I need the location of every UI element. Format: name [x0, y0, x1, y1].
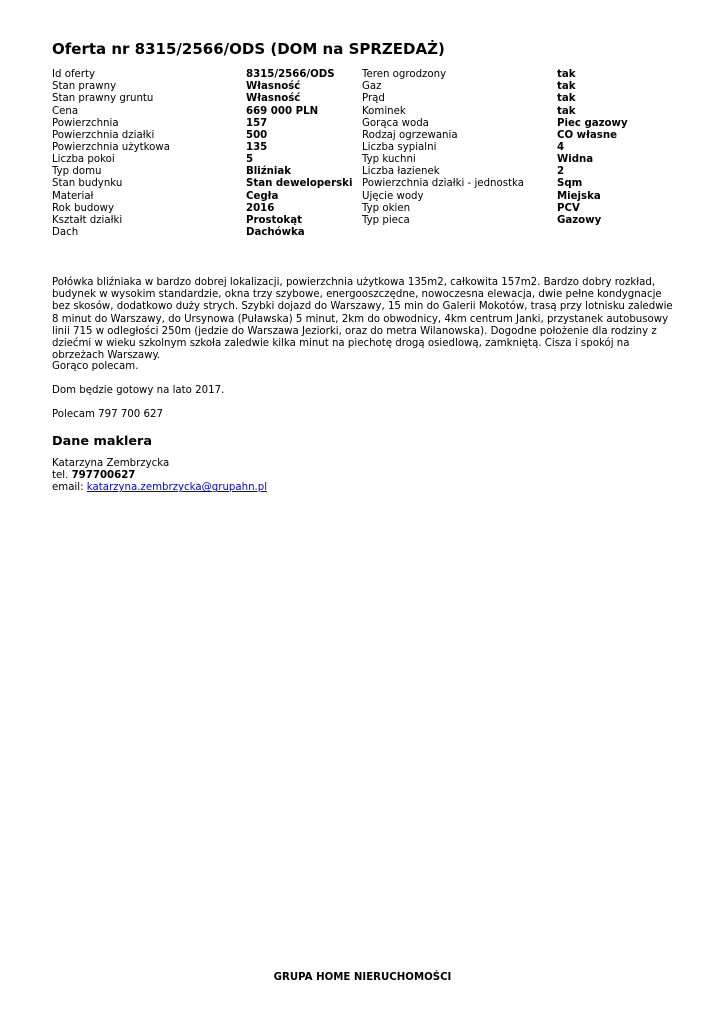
property-label: Typ pieca	[362, 214, 410, 226]
property-value: 669 000 PLN	[246, 105, 319, 117]
property-value: Gazowy	[557, 214, 602, 226]
property-label: Typ domu	[52, 166, 102, 178]
property-row	[52, 215, 628, 227]
property-value: tak	[557, 81, 576, 93]
property-value: 157	[246, 117, 268, 129]
note-paragraph: Polecam 797 700 627	[52, 409, 163, 420]
property-value: Stan deweloperski	[246, 178, 353, 190]
property-value: 4	[557, 142, 565, 154]
property-value: tak	[557, 93, 576, 105]
property-value	[557, 227, 628, 239]
property-label: Prąd	[362, 93, 385, 105]
property-row	[52, 227, 628, 239]
property-label: Kształt działki	[52, 214, 123, 226]
property-value: Własność	[246, 93, 301, 105]
footer-company-name: GRUPA HOME NIERUCHOMOŚCI	[273, 972, 452, 983]
property-label: Dach	[52, 227, 79, 239]
agent-email-line	[52, 482, 267, 494]
property-value: Piec gazowy	[557, 117, 628, 129]
property-label: Typ kuchni	[362, 154, 416, 166]
property-label: Powierzchnia działki - jednostka	[362, 178, 524, 190]
property-value: Widna	[557, 154, 594, 166]
agent-details	[52, 458, 267, 495]
property-value: 500	[246, 129, 268, 141]
property-row	[52, 81, 628, 93]
property-value: Cegła	[246, 190, 279, 202]
property-value: Własność	[246, 81, 301, 93]
property-row	[52, 191, 628, 203]
property-value: PCV	[557, 202, 580, 214]
property-value: 8315/2566/ODS	[246, 69, 335, 81]
property-row	[52, 154, 628, 166]
property-row	[52, 105, 628, 117]
property-value: tak	[557, 105, 576, 117]
property-value: 135	[246, 142, 268, 154]
property-label: Liczba pokoi	[52, 154, 115, 166]
property-label: Powierzchnia działki	[52, 129, 155, 141]
property-label: Liczba łazienek	[362, 166, 440, 178]
property-label: Teren ogrodzony	[362, 69, 447, 81]
offer-description: Połówka bliźniaka w bardzo dobrej lokalizacji, powierzchnia użytkowa 135m2, całkowita 157m2. Bardzo dobry rozkład, budynek w wysokim standardzie, okna trzy szybowe, energooszczędne, nowoczesna elewacja, dwie pełne kondygnacje bez skosów, dodatkowo duży strych. Szybki dojazd do Warszawy, 15 min do Galerii Mokotów, trasą przy lotnisku zaledwie 8 minut do Warszawy, do Ursynowa (Puławska) 5 minut, 2km do obwodnicy, 4km centrum Janki, przystanek autobusowy linii 715 w odległości 250m (jedzie do Warszawa Jeziorki, oraz do metra Wilanowska). Dogodne położenie dla rodziny z dziećmi w wieku szkolnym szkoła zaledwie kilka minut na piechotę drogą osiedlową, zamkniętą. Cisza i spokój na obrzeżach Warszawy.	[52, 277, 673, 362]
property-value: tak	[557, 69, 576, 81]
property-label	[362, 227, 557, 239]
property-label: Typ okien	[362, 202, 411, 214]
note-paragraph: Dom będzie gotowy na lato 2017.	[52, 385, 225, 396]
property-value: Dachówka	[246, 227, 305, 239]
property-row	[52, 178, 628, 190]
property-value: Prostokąt	[246, 214, 302, 226]
page-title: Oferta nr 8315/2566/ODS (DOM na SPRZEDAŻ)	[52, 40, 445, 58]
property-label: Gorąca woda	[362, 117, 429, 129]
property-label: Id oferty	[52, 69, 96, 81]
properties-table	[52, 69, 628, 239]
property-row	[52, 130, 628, 142]
property-label: Cena	[52, 105, 79, 117]
property-label: Liczba sypialni	[362, 142, 437, 154]
property-label: Gaz	[362, 81, 382, 93]
property-row	[52, 69, 628, 81]
property-row	[52, 166, 628, 178]
phone-label: tel.	[52, 470, 69, 482]
property-label: Stan budynku	[52, 178, 123, 190]
property-label: Stan prawny gruntu	[52, 93, 154, 105]
property-value: Miejska	[557, 190, 601, 202]
property-value: CO własne	[557, 129, 617, 141]
agent-email-link[interactable]: katarzyna.zembrzycka@grupahn.pl	[86, 482, 268, 494]
email-label: email:	[52, 482, 84, 494]
property-label: Stan prawny	[52, 81, 117, 93]
agent-heading: Dane maklera	[52, 434, 152, 449]
property-label: Ujęcie wody	[362, 190, 424, 202]
property-label: Rodzaj ogrzewania	[362, 129, 458, 141]
agent-name: Katarzyna Zembrzycka	[52, 458, 170, 469]
property-row	[52, 118, 628, 130]
property-row	[52, 203, 628, 215]
property-value: 2	[557, 166, 565, 178]
property-value: 2016	[246, 202, 275, 214]
note-paragraph: Gorąco polecam.	[52, 361, 139, 372]
property-label: Rok budowy	[52, 202, 114, 214]
property-row	[52, 93, 628, 105]
property-row	[52, 142, 628, 154]
property-label: Kominek	[362, 105, 406, 117]
property-label: Materiał	[52, 190, 94, 202]
agent-phone: 797700627	[71, 470, 136, 482]
property-label: Powierzchnia użytkowa	[52, 142, 170, 154]
agent-phone-line	[52, 470, 267, 482]
property-value: Sqm	[557, 178, 583, 190]
property-value: 5	[246, 154, 254, 166]
property-value: Bliźniak	[246, 166, 292, 178]
property-label: Powierzchnia	[52, 117, 119, 129]
